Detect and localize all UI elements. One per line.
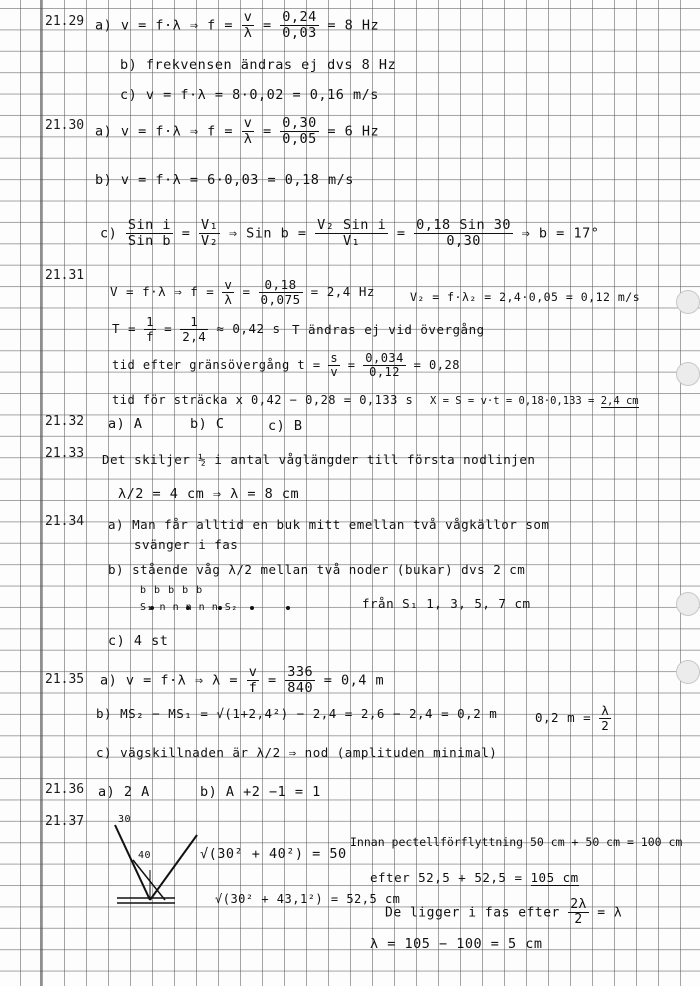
diagram-label-40: 40 [138, 850, 152, 861]
solution-line: V = f·λ ⇒ f = $\frac{v}{\lambda}$ = $\frac{0,18}{0,075}$ = 2,4 Hz [110, 277, 375, 307]
solution-line: c) vägskillnaden är λ/2 ⇒ nod (amplituden minimal) [96, 745, 498, 760]
solution-line: b) stående våg λ/2 mellan två noder (bukar) dvs 2 cm [108, 562, 526, 577]
solution-line: efter 52,5 + 52,5 = 105 cm [370, 870, 579, 885]
solution-line: De ligger i fas efter $\frac{2\lambda}{2}$ = λ [385, 897, 623, 928]
solution-line: √(30² + 40²) = 50 [200, 846, 347, 862]
solution-line: a) v = f·λ ⇒ f = $\frac{v}{\lambda}$ = $\frac{0,24}{0,03}$ = 8 Hz [95, 9, 380, 41]
margin-line [40, 0, 42, 986]
problem-number: 21.29 [45, 14, 85, 29]
solution-line: c) $\frac{\text{Sin i}}{\text{Sin b}}$ = $\frac{\text{V₁}}{\text{V₂}}$ ⇒ Sin b = $\frac{\text{V₂ Sin i}}{\text{V₁}}$ = $\frac{\text{0,18 Sin 30}}{0,30}$ ⇒ b = 17° [100, 217, 600, 249]
solution-line: Det skiljer ½ i antal våglängder till första nodlinjen [102, 452, 536, 467]
solution-line: T = $\frac{1}{f}$ = $\frac{1}{2,4}$ ≈ 0,42 s [112, 314, 281, 344]
solution-line: √(30² + 43,1²) = 52,5 cm [215, 892, 401, 906]
standing-wave-labels-bottom: S₁ n n n n n S₂ [140, 602, 238, 613]
solution-line: Innan pectellförflyttning 50 cm + 50 cm = 100 cm [350, 835, 683, 849]
reflection-diagram [105, 820, 215, 910]
problem-number: 21.34 [45, 514, 85, 529]
solution-line: X = S = v·t = 0,18·0,133 = 2,4 cm [430, 395, 639, 407]
punch-hole-1 [676, 290, 700, 314]
solution-line: från S₁ 1, 3, 5, 7 cm [362, 596, 531, 611]
problem-number: 21.37 [45, 814, 85, 829]
answer-c: c) B [268, 418, 303, 434]
diagram-label-30: 30 [118, 814, 132, 825]
answer-a: a) A [108, 416, 143, 432]
answer-underline: 105 cm [530, 870, 579, 885]
answer-b: b) A +2 −1 = 1 [200, 784, 321, 800]
solution-line: b) MS₂ − MS₁ = √(1+2,4²) − 2,4 = 2,6 − 2,4 = 0,2 m [96, 706, 498, 721]
solution-line: 0,2 m = $\frac{\lambda}{2}$ [535, 703, 610, 733]
solution-line: T ändras ej vid övergång [292, 322, 485, 337]
problem-number: 21.30 [45, 118, 85, 133]
solution-line: tid för sträcka x 0,42 − 0,28 = 0,133 s [112, 393, 414, 407]
standing-wave-labels-top: b b b b b [140, 585, 204, 596]
problem-number: 21.33 [45, 446, 85, 461]
problem-number: 21.36 [45, 782, 85, 797]
solution-line: a) v = f·λ ⇒ f = $\frac{v}{\lambda}$ = $\frac{0,30}{0,05}$ = 6 Hz [95, 115, 380, 147]
solution-line: tid efter gränsövergång t = $\frac{s}{v}$ = $\frac{0,034}{0,12}$ = 0,28 [112, 351, 460, 380]
punch-hole-3 [676, 592, 700, 616]
solution-line: a) v = f·λ ⇒ λ = $\frac{v}{f}$ = $\frac{336}{840}$ = 0,4 m [100, 664, 385, 696]
answer-underline: 2,4 cm [600, 395, 639, 407]
answer-a: a) 2 A [98, 784, 150, 800]
solution-line: λ = 105 − 100 = 5 cm [370, 936, 543, 952]
solution-line: λ/2 = 4 cm ⇒ λ = 8 cm [118, 486, 300, 502]
problem-number: 21.31 [45, 268, 85, 283]
answer-b: b) C [190, 416, 225, 432]
problem-number: 21.35 [45, 672, 85, 687]
solution-line: svänger i fas [134, 537, 239, 552]
solution-line: b) v = f·λ = 6·0,03 = 0,18 m/s [95, 172, 354, 188]
solution-line: c) 4 st [108, 633, 169, 649]
problem-number: 21.32 [45, 414, 85, 429]
punch-hole-4 [676, 660, 700, 684]
solution-line: c) v = f·λ = 8·0,02 = 0,16 m/s [120, 87, 379, 103]
punch-hole-2 [676, 362, 700, 386]
solution-line: b) frekvensen ändras ej dvs 8 Hz [120, 57, 397, 73]
solution-line: V₂ = f·λ₂ = 2,4·0,05 = 0,12 m/s [410, 290, 641, 304]
solution-line: a) Man får alltid en buk mitt emellan två vågkällor som [108, 517, 550, 532]
